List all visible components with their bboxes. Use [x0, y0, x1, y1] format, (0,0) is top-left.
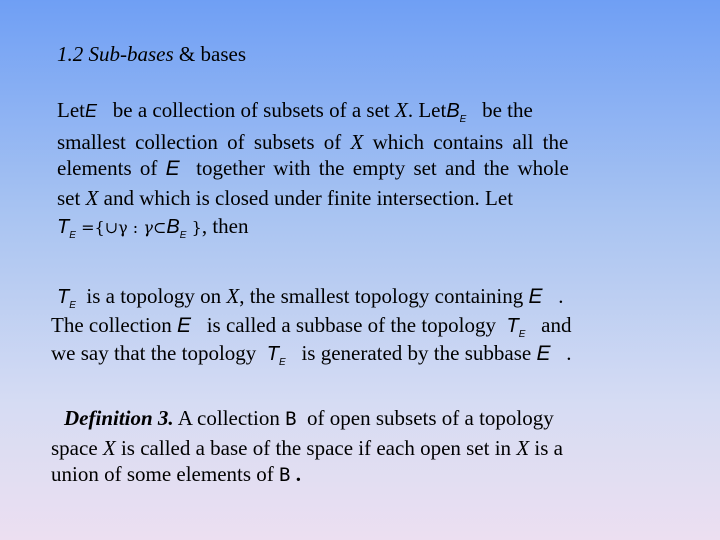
text: . Let	[407, 98, 447, 122]
text: space	[51, 436, 98, 460]
symbol-X: X	[102, 436, 116, 460]
symbol-B-collection: B	[279, 464, 291, 486]
definition-label: Definition 3.	[64, 406, 174, 430]
text-period: .	[558, 284, 564, 308]
symbol-E: E	[84, 101, 97, 121]
slide-heading	[57, 42, 246, 66]
text: and	[541, 313, 572, 337]
symbol-X: X	[395, 98, 408, 122]
symbol-B: B	[446, 100, 460, 122]
formula-open: ={∪γ :	[81, 218, 139, 237]
text: union of some elements of	[51, 462, 274, 486]
text: , the smallest topology containing	[239, 284, 524, 308]
text: A collection	[177, 406, 280, 430]
text: is generated by the subbase	[301, 341, 532, 365]
text: together with the empty set and the whole	[196, 156, 569, 180]
formula-close: }	[191, 218, 202, 237]
heading-number: 1.2	[57, 42, 84, 66]
symbol-E: E	[528, 285, 543, 308]
subscript-E: E	[179, 230, 187, 241]
subscript-E: E	[459, 114, 467, 125]
text-period: .	[566, 341, 572, 365]
text: is a topology on	[86, 284, 222, 308]
text: which contains all the	[372, 130, 569, 154]
subscript-E: E	[279, 357, 286, 368]
symbol-E: E	[536, 342, 551, 365]
para1-line1	[57, 98, 533, 132]
symbol-X: X	[226, 284, 240, 308]
symbol-X: X	[350, 130, 364, 154]
text: elements of	[57, 156, 158, 180]
symbol-B: B	[166, 216, 180, 238]
para1-line4	[57, 186, 513, 210]
para1-line2	[57, 130, 568, 154]
text: is called a subbase of the topology	[206, 313, 496, 337]
subscript-E: E	[69, 230, 76, 241]
text-then: , then	[201, 214, 249, 238]
definition-line1	[64, 406, 554, 431]
text: we say that the topology	[51, 341, 257, 365]
para1-line3	[57, 156, 569, 181]
para1-line5-formula	[57, 214, 249, 248]
text-let: Let	[57, 98, 85, 122]
para2-line3	[51, 341, 571, 375]
subscript-E: E	[518, 329, 526, 340]
heading-rest: & bases	[178, 42, 246, 66]
text: is a	[534, 436, 563, 460]
text: The collection	[51, 313, 172, 337]
symbol-T: T	[57, 286, 70, 308]
symbol-E: E	[176, 314, 191, 337]
symbol-X: X	[85, 186, 99, 210]
symbol-T: T	[506, 315, 519, 337]
heading-italic: Sub-bases	[88, 42, 174, 66]
symbol-subset: ⊂	[152, 218, 167, 237]
text: be the	[482, 98, 533, 122]
symbol-T: T	[57, 216, 70, 238]
symbol-gamma: γ	[143, 218, 153, 237]
text: be a collection of subsets of a set	[112, 98, 390, 122]
text: and which is closed under finite intersection. Let	[103, 186, 514, 210]
subscript-E: E	[69, 300, 76, 311]
text: smallest collection of subsets of	[57, 130, 342, 154]
symbol-X: X	[516, 436, 530, 460]
text-period: .	[295, 462, 301, 486]
text: is called a base of the space if each open set in	[120, 436, 512, 460]
symbol-T: T	[266, 343, 280, 365]
symbol-B-collection: B	[285, 408, 297, 430]
definition-line2	[51, 436, 563, 460]
symbol-E: E	[165, 157, 180, 180]
definition-line3	[51, 462, 301, 487]
text: set	[57, 186, 81, 210]
text: of open subsets of a topology	[307, 406, 554, 430]
